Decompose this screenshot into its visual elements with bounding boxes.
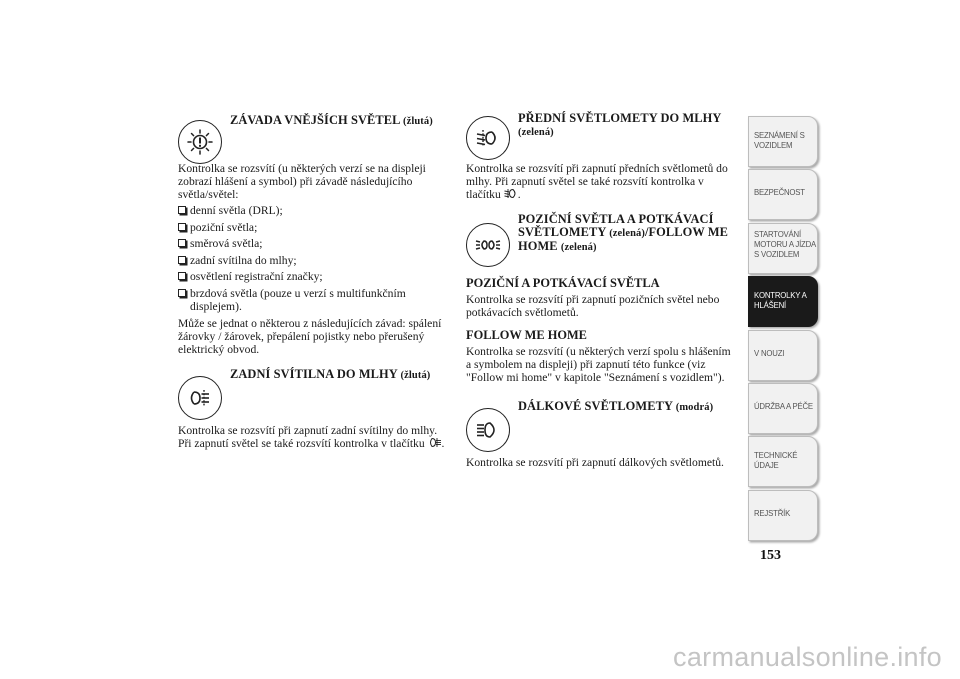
watermark: carmanualsonline.info — [673, 642, 942, 672]
tab-label: REJSTŘÍK — [754, 508, 791, 518]
rear-fog-light-text: Kontrolka se rozsvítí při zapnutí zadní svítilny do mlhy. Při zapnutí světel se také rozsvítí kontrolka v tlačítku . — [178, 423, 445, 450]
front-fog-light-button-icon — [504, 188, 518, 199]
chapter-tabs — [748, 116, 818, 543]
entry-rear-fog-light — [178, 366, 448, 424]
front-fog-light-text: Kontrolka se rozsvítí při zapnutí předních světlometů do mlhy. Při zapnutí světel se také rozsvítí kontrolka v tlačítku . — [466, 162, 728, 201]
front-fog-light-icon — [466, 116, 510, 160]
tab-v-nouzi[interactable] — [748, 330, 818, 381]
entry-position-lights — [466, 209, 738, 271]
tab-label: BEZPEČNOST — [754, 188, 805, 198]
entry-front-fog-light — [466, 104, 738, 162]
high-beam-icon — [466, 408, 510, 452]
high-beam-text: Kontrolka se rozsvítí při zapnutí dálkových světlometů. — [466, 456, 724, 469]
exterior-light-failure-icon — [178, 120, 222, 164]
heading-position-lights: POZIČNÍ SVĚTLA A POTKÁVACÍ SVĚTLOMETY (zelená)/FOLLOW ME HOME (zelená) — [518, 212, 729, 253]
tab-label: SEZNÁMENÍ S VOZIDLEM — [754, 131, 805, 150]
list-item: směrová světla; — [178, 237, 448, 250]
tab-bezpecnost[interactable] — [748, 169, 818, 220]
list-item: denní světla (DRL); — [178, 204, 448, 217]
heading-exterior-light-failure: ZÁVADA VNĚJŠÍCH SVĚTEL (žlutá) — [230, 113, 433, 127]
tab-startovani[interactable] — [748, 223, 818, 274]
heading-rear-fog-light: ZADNÍ SVÍTILNA DO MLHY (žlutá) — [230, 366, 431, 381]
rear-fog-light-button-icon — [428, 437, 442, 448]
entry-exterior-light-failure — [178, 104, 448, 162]
tab-technicke[interactable] — [748, 436, 818, 487]
tab-label: KONTROLKY A HLÁŠENÍ — [754, 291, 807, 311]
list-item: zadní svítilna do mlhy; — [178, 254, 448, 267]
page-number: 153 — [760, 548, 781, 563]
subheading-follow-me-home: FOLLOW ME HOME — [466, 328, 587, 342]
position-low-beam-text: Kontrolka se rozsvítí při zapnutí pozičních světel nebo potkávacích světlometů. — [466, 293, 720, 319]
right-column — [466, 104, 738, 469]
left-column — [178, 104, 448, 450]
tab-udrzba[interactable] — [748, 383, 818, 434]
follow-me-home-text: Kontrolka se rozsvítí (u některých verzí spolu s hlášením a symbolem na displeji) při zapnutí této funkce (viz "Follow mi home" v kapitole "Seznámení s vozidlem"). — [466, 345, 731, 384]
tab-kontrolky[interactable] — [748, 276, 818, 327]
failure-causes-text: Může se jednat o některou z následujících závad: spálení žárovky / žárovek, přepálení pojistky nebo přerušený elektrický obvod. — [178, 316, 442, 356]
tab-label: STARTOVÁNÍ MOTORU A JÍZDA S VOZIDLEM — [754, 229, 816, 259]
tab-seznameni[interactable] — [748, 116, 818, 167]
list-item: poziční světla; — [178, 221, 448, 234]
rear-fog-light-icon — [178, 376, 222, 420]
heading-front-fog-light: PŘEDNÍ SVĚTLOMETY DO MLHY (zelená) — [518, 111, 722, 138]
tab-label: V NOUZI — [754, 348, 785, 358]
heading-high-beam: DÁLKOVÉ SVĚTLOMETY (modrá) — [518, 399, 714, 413]
tab-label: ÚDRŽBA A PÉČE — [754, 401, 813, 411]
failure-list — [178, 204, 448, 313]
list-item: osvětlení registrační značky; — [178, 270, 448, 283]
position-lights-icon — [466, 223, 510, 267]
list-item: brzdová světla (pouze u verzí s multifunkčním displejem). — [178, 287, 448, 313]
entry-high-beam — [466, 392, 738, 450]
exterior-light-failure-text: Kontrolka se rozsvítí (u některých verzí se na displeji zobrazí hlášení a symbol) při závadě následujícího světla/světel: — [178, 162, 426, 201]
tab-label: TECHNICKÉ ÚDAJE — [754, 451, 798, 471]
tab-rejstrik[interactable] — [748, 490, 818, 541]
subheading-position-low-beam: POZIČNÍ A POTKÁVACÍ SVĚTLA — [466, 276, 660, 290]
